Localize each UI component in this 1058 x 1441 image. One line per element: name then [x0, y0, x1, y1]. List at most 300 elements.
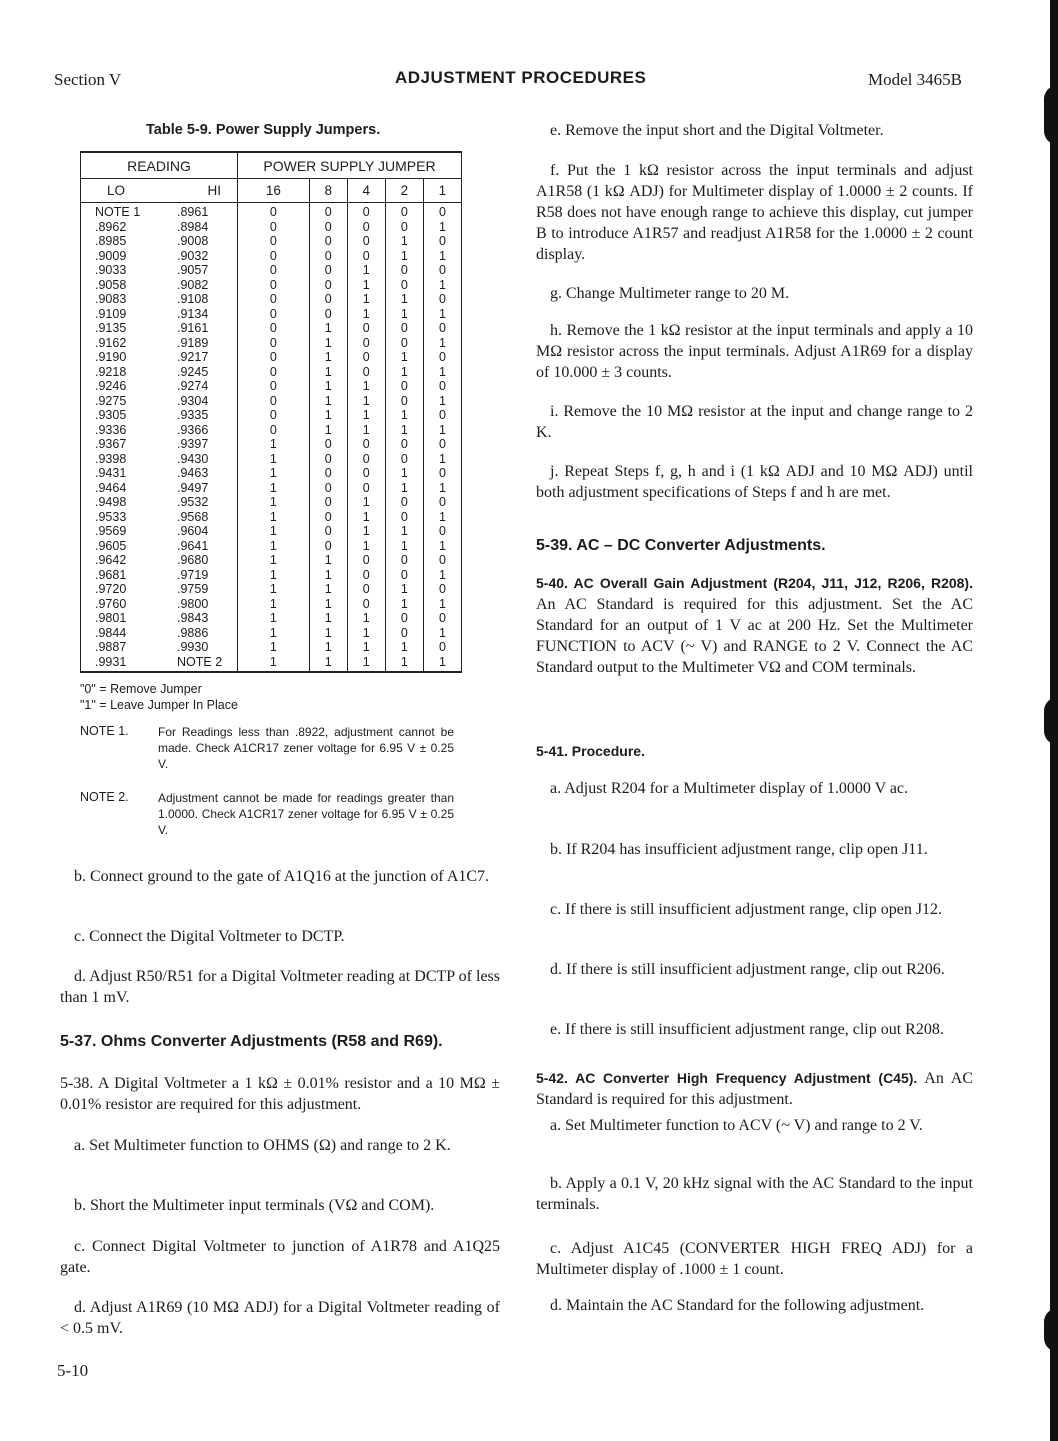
cell-lo: .9720 — [81, 582, 162, 597]
cell-jumper: 1 — [309, 640, 347, 655]
cell-jumper: 1 — [309, 655, 347, 673]
cell-jumper: 1 — [347, 524, 385, 539]
cell-jumper: 0 — [309, 234, 347, 249]
cell-jumper: 0 — [385, 321, 423, 336]
step-a-ohms: a. Set Multimeter function to OHMS (Ω) and range to 2 K. — [74, 1137, 451, 1154]
cell-jumper: 1 — [347, 611, 385, 626]
cell-lo: .8985 — [81, 234, 162, 249]
binder-tab — [1044, 697, 1058, 745]
cell-jumper: 1 — [385, 365, 423, 380]
cell-jumper: 1 — [385, 466, 423, 481]
cell-jumper: 0 — [238, 220, 310, 235]
cell-lo: NOTE 1 — [81, 203, 162, 220]
cell-lo: .9464 — [81, 481, 162, 496]
cell-jumper: 1 — [385, 539, 423, 554]
para-5-40-text: An AC Standard is required for this adjustment. Set the AC Standard for an output of 1 V ac at 200 Hz. Set the Multimeter FUNCTION to ACV (~ V) and RANGE to 2 V. Connect the AC Standard output to the Multimeter VΩ and COM terminals. — [536, 596, 973, 676]
col-header-2: 2 — [385, 179, 423, 203]
cell-jumper: 0 — [309, 292, 347, 307]
table-row — [81, 423, 462, 438]
note1-label: NOTE 1. — [80, 724, 129, 738]
table-row — [81, 597, 462, 612]
cell-jumper: 1 — [385, 350, 423, 365]
cell-jumper: 1 — [385, 234, 423, 249]
cell-jumper: 0 — [385, 452, 423, 467]
cell-hi: .9680 — [161, 553, 238, 568]
cell-hi: .9335 — [161, 408, 238, 423]
cell-hi: .9057 — [161, 263, 238, 278]
section-label: Section V — [54, 70, 122, 89]
cell-jumper: 0 — [309, 437, 347, 452]
cell-hi: .9304 — [161, 394, 238, 409]
cell-lo: .9190 — [81, 350, 162, 365]
step-a-r204: a. Adjust R204 for a Multimeter display of 1.0000 V ac. — [550, 780, 909, 797]
cell-jumper: 0 — [347, 452, 385, 467]
binder-tab — [1044, 85, 1058, 145]
table-row — [81, 408, 462, 423]
step-j-repeat: j. Repeat Steps f, g, h and i (1 kΩ ADJ and 10 MΩ ADJ) until both adjustment specifications of Steps f and h are met. — [536, 463, 973, 501]
cell-jumper: 1 — [423, 249, 461, 264]
legend-remove: "0" = Remove Jumper — [80, 682, 202, 696]
cell-jumper: 1 — [385, 292, 423, 307]
cell-hi: .9532 — [161, 495, 238, 510]
cell-jumper: 0 — [385, 626, 423, 641]
cell-jumper: 1 — [238, 582, 310, 597]
cell-jumper: 0 — [385, 437, 423, 452]
cell-jumper: 0 — [385, 611, 423, 626]
cell-jumper: 1 — [423, 423, 461, 438]
cell-jumper: 1 — [347, 655, 385, 673]
cell-lo: .9887 — [81, 640, 162, 655]
cell-hi: .9463 — [161, 466, 238, 481]
cell-jumper: 1 — [423, 539, 461, 554]
table-row — [81, 336, 462, 351]
cell-hi: .9759 — [161, 582, 238, 597]
table-row — [81, 307, 462, 322]
cell-lo: .9642 — [81, 553, 162, 568]
cell-jumper: 0 — [238, 379, 310, 394]
cell-jumper: 0 — [309, 220, 347, 235]
cell-jumper: 1 — [238, 452, 310, 467]
cell-jumper: 0 — [309, 249, 347, 264]
cell-jumper: 1 — [385, 524, 423, 539]
cell-jumper: 0 — [347, 553, 385, 568]
table-row — [81, 626, 462, 641]
table-row — [81, 452, 462, 467]
para-5-40 — [536, 573, 973, 678]
cell-lo: .9801 — [81, 611, 162, 626]
cell-jumper: 0 — [347, 597, 385, 612]
cell-jumper: 0 — [423, 408, 461, 423]
cell-hi: .9161 — [161, 321, 238, 336]
cell-jumper: 0 — [309, 278, 347, 293]
cell-jumper: 0 — [423, 582, 461, 597]
col-header-lo: LO — [81, 179, 162, 203]
cell-jumper: 1 — [385, 582, 423, 597]
cell-jumper: 1 — [385, 481, 423, 496]
cell-lo: .9162 — [81, 336, 162, 351]
table-row — [81, 481, 462, 496]
cell-jumper: 1 — [347, 263, 385, 278]
cell-jumper: 1 — [347, 495, 385, 510]
table-row — [81, 379, 462, 394]
cell-jumper: 1 — [347, 292, 385, 307]
cell-jumper: 0 — [347, 234, 385, 249]
para-5-42-text: An AC Standard is required for this adjustment. — [536, 1070, 973, 1108]
col-header-4: 4 — [347, 179, 385, 203]
cell-jumper: 0 — [238, 336, 310, 351]
cell-jumper: 0 — [423, 553, 461, 568]
cell-jumper: 0 — [238, 394, 310, 409]
cell-jumper: 0 — [385, 394, 423, 409]
cell-jumper: 0 — [423, 437, 461, 452]
cell-jumper: 0 — [385, 220, 423, 235]
cell-jumper: 0 — [347, 336, 385, 351]
cell-lo: .9009 — [81, 249, 162, 264]
cell-hi: .9274 — [161, 379, 238, 394]
table-row — [81, 553, 462, 568]
cell-hi: .9843 — [161, 611, 238, 626]
cell-jumper: 0 — [347, 321, 385, 336]
cell-jumper: 0 — [385, 553, 423, 568]
cell-hi: .9430 — [161, 452, 238, 467]
cell-hi: .9008 — [161, 234, 238, 249]
cell-jumper: 0 — [309, 263, 347, 278]
cell-jumper: 0 — [423, 495, 461, 510]
cell-jumper: 0 — [238, 321, 310, 336]
table-row — [81, 234, 462, 249]
step-b-apply: b. Apply a 0.1 V, 20 kHz signal with the AC Standard to the input terminals. — [536, 1175, 973, 1213]
cell-jumper: 1 — [238, 626, 310, 641]
cell-jumper: 0 — [423, 203, 461, 220]
cell-jumper: 1 — [238, 655, 310, 673]
cell-lo: .9135 — [81, 321, 162, 336]
cell-lo: .9760 — [81, 597, 162, 612]
table-title: Table 5-9. Power Supply Jumpers. — [146, 122, 381, 138]
cell-jumper: 0 — [347, 582, 385, 597]
cell-jumper: 0 — [423, 292, 461, 307]
cell-hi: .9189 — [161, 336, 238, 351]
cell-jumper: 1 — [238, 524, 310, 539]
cell-lo: .9844 — [81, 626, 162, 641]
cell-jumper: 0 — [385, 568, 423, 583]
legend-leave: "1" = Leave Jumper In Place — [80, 698, 238, 712]
cell-jumper: 0 — [238, 307, 310, 322]
cell-jumper: 0 — [385, 510, 423, 525]
cell-jumper: 0 — [238, 249, 310, 264]
cell-jumper: 0 — [385, 278, 423, 293]
cell-lo: .9109 — [81, 307, 162, 322]
heading-5-37: 5-37. Ohms Converter Adjustments (R58 and R69). — [60, 1033, 443, 1050]
cell-hi: .9397 — [161, 437, 238, 452]
cell-jumper: 0 — [347, 568, 385, 583]
cell-hi: .9568 — [161, 510, 238, 525]
cell-jumper: 1 — [347, 408, 385, 423]
cell-jumper: 1 — [385, 640, 423, 655]
cell-jumper: 1 — [309, 336, 347, 351]
table-row — [81, 524, 462, 539]
cell-jumper: 1 — [423, 220, 461, 235]
cell-jumper: 1 — [347, 379, 385, 394]
cell-lo: .9336 — [81, 423, 162, 438]
cell-hi: .8961 — [161, 203, 238, 220]
cell-jumper: 1 — [238, 539, 310, 554]
cell-jumper: 0 — [309, 466, 347, 481]
note1-text: For Readings less than .8922, adjustment cannot be made. Check A1CR17 zener voltage for 6.95 V ± 0.25 V. — [158, 725, 454, 771]
cell-hi: .9366 — [161, 423, 238, 438]
cell-jumper: 0 — [309, 452, 347, 467]
cell-jumper: 1 — [385, 597, 423, 612]
cell-lo: .9275 — [81, 394, 162, 409]
cell-hi: .9719 — [161, 568, 238, 583]
cell-lo: .9218 — [81, 365, 162, 380]
cell-jumper: 0 — [309, 495, 347, 510]
cell-jumper: 0 — [423, 640, 461, 655]
cell-jumper: 1 — [423, 307, 461, 322]
cell-hi: .9800 — [161, 597, 238, 612]
cell-jumper: 1 — [385, 249, 423, 264]
step-d-maintain: d. Maintain the AC Standard for the following adjustment. — [550, 1297, 925, 1314]
table-row — [81, 365, 462, 380]
cell-jumper: 0 — [238, 408, 310, 423]
step-b-j11: b. If R204 has insufficient adjustment range, clip open J11. — [550, 841, 928, 858]
cell-lo: .9083 — [81, 292, 162, 307]
binder-tab — [1044, 1308, 1058, 1352]
cell-jumper: 1 — [309, 394, 347, 409]
cell-jumper: 1 — [423, 510, 461, 525]
table-row — [81, 466, 462, 481]
heading-5-41: 5-41. Procedure. — [536, 743, 645, 759]
col-header-1: 1 — [423, 179, 461, 203]
cell-jumper: 1 — [309, 611, 347, 626]
cell-lo: .9033 — [81, 263, 162, 278]
heading-5-39: 5-39. AC – DC Converter Adjustments. — [536, 537, 826, 554]
para-5-42 — [536, 1068, 973, 1110]
cell-jumper: 0 — [347, 249, 385, 264]
cell-jumper: 1 — [309, 553, 347, 568]
cell-jumper: 1 — [423, 278, 461, 293]
cell-jumper: 1 — [423, 626, 461, 641]
cell-hi: .9108 — [161, 292, 238, 307]
cell-jumper: 0 — [309, 481, 347, 496]
heading-5-42: 5-42. AC Converter High Frequency Adjustment (C45). — [536, 1070, 918, 1086]
cell-jumper: 1 — [423, 568, 461, 583]
cell-jumper: 0 — [423, 350, 461, 365]
model-label: Model 3465B — [868, 70, 962, 89]
step-i-remove: i. Remove the 10 MΩ resistor at the input and change range to 2 K. — [536, 403, 973, 441]
cell-jumper: 0 — [347, 466, 385, 481]
cell-hi: NOTE 2 — [161, 655, 238, 673]
cell-jumper: 0 — [309, 203, 347, 220]
col-header-8: 8 — [309, 179, 347, 203]
cell-jumper: 1 — [309, 379, 347, 394]
cell-jumper: 1 — [423, 452, 461, 467]
cell-lo: .9367 — [81, 437, 162, 452]
cell-jumper: 1 — [423, 655, 461, 673]
cell-lo: .9398 — [81, 452, 162, 467]
cell-hi: .9930 — [161, 640, 238, 655]
page-number: 5-10 — [57, 1361, 89, 1380]
table-row — [81, 640, 462, 655]
cell-jumper: 1 — [385, 423, 423, 438]
cell-jumper: 1 — [347, 394, 385, 409]
cell-jumper: 0 — [238, 203, 310, 220]
cell-jumper: 1 — [238, 495, 310, 510]
cell-jumper: 1 — [238, 466, 310, 481]
cell-jumper: 1 — [238, 640, 310, 655]
cell-jumper: 0 — [309, 524, 347, 539]
cell-jumper: 0 — [238, 292, 310, 307]
cell-jumper: 0 — [423, 263, 461, 278]
cell-jumper: 1 — [238, 553, 310, 568]
cell-jumper: 1 — [347, 626, 385, 641]
jumper-group-header: POWER SUPPLY JUMPER — [238, 152, 462, 179]
cell-jumper: 0 — [385, 203, 423, 220]
power-supply-jumper-table — [80, 151, 462, 673]
col-header-16: 16 — [238, 179, 310, 203]
cell-lo: .9931 — [81, 655, 162, 673]
table-row — [81, 655, 462, 673]
step-a-acv: a. Set Multimeter function to ACV (~ V) and range to 2 V. — [550, 1117, 923, 1134]
step-b-short: b. Short the Multimeter input terminals (VΩ and COM). — [74, 1197, 435, 1214]
note2-text: Adjustment cannot be made for readings greater than 1.0000. Check A1CR17 zener voltage for 6.95 V ± 0.25 V. — [158, 791, 454, 837]
table-row — [81, 611, 462, 626]
cell-jumper: 1 — [423, 481, 461, 496]
cell-jumper: 1 — [423, 597, 461, 612]
cell-hi: .9245 — [161, 365, 238, 380]
cell-jumper: 0 — [347, 365, 385, 380]
reading-group-header: READING — [81, 152, 238, 179]
cell-jumper: 0 — [423, 524, 461, 539]
cell-lo: .9246 — [81, 379, 162, 394]
table-row — [81, 510, 462, 525]
para-5-38: 5-38. A Digital Voltmeter a 1 kΩ ± 0.01% resistor and a 10 MΩ ± 0.01% resistor are required for this adjustment. — [60, 1075, 500, 1113]
cell-jumper: 1 — [238, 611, 310, 626]
cell-jumper: 0 — [238, 350, 310, 365]
table-row — [81, 350, 462, 365]
cell-lo: .9605 — [81, 539, 162, 554]
cell-jumper: 1 — [309, 597, 347, 612]
cell-jumper: 0 — [423, 379, 461, 394]
cell-jumper: 1 — [309, 365, 347, 380]
col-header-hi: HI — [161, 179, 238, 203]
cell-jumper: 0 — [238, 278, 310, 293]
cell-jumper: 1 — [385, 655, 423, 673]
heading-5-40: 5-40. AC Overall Gain Adjustment (R204, J11, J12, R206, R208). — [536, 575, 973, 591]
cell-jumper: 1 — [238, 568, 310, 583]
step-d-r206: d. If there is still insufficient adjustment range, clip out R206. — [550, 961, 945, 978]
table-row — [81, 568, 462, 583]
cell-lo: .9681 — [81, 568, 162, 583]
cell-hi: .9604 — [161, 524, 238, 539]
step-d-r50: d. Adjust R50/R51 for a Digital Voltmeter reading at DCTP of less than 1 mV. — [60, 968, 500, 1006]
cell-jumper: 1 — [309, 582, 347, 597]
cell-lo: .9305 — [81, 408, 162, 423]
cell-jumper: 1 — [238, 510, 310, 525]
cell-jumper: 1 — [347, 423, 385, 438]
cell-jumper: 1 — [309, 568, 347, 583]
cell-jumper: 1 — [309, 408, 347, 423]
table-row — [81, 321, 462, 336]
table-row — [81, 203, 462, 220]
cell-jumper: 0 — [347, 220, 385, 235]
cell-jumper: 0 — [423, 321, 461, 336]
cell-hi: .9217 — [161, 350, 238, 365]
cell-hi: .9082 — [161, 278, 238, 293]
cell-jumper: 0 — [347, 350, 385, 365]
cell-jumper: 0 — [423, 234, 461, 249]
cell-hi: .8984 — [161, 220, 238, 235]
cell-lo: .9431 — [81, 466, 162, 481]
table-row — [81, 220, 462, 235]
cell-lo: .9569 — [81, 524, 162, 539]
cell-jumper: 1 — [347, 539, 385, 554]
cell-jumper: 1 — [347, 278, 385, 293]
cell-jumper: 0 — [385, 263, 423, 278]
cell-jumper: 1 — [423, 394, 461, 409]
cell-hi: .9134 — [161, 307, 238, 322]
step-c-connect: c. Connect Digital Voltmeter to junction of A1R78 and A1Q25 gate. — [60, 1238, 500, 1276]
cell-jumper: 1 — [238, 481, 310, 496]
table-row — [81, 278, 462, 293]
cell-jumper: 0 — [309, 539, 347, 554]
cell-jumper: 1 — [238, 597, 310, 612]
cell-hi: .9497 — [161, 481, 238, 496]
cell-jumper: 0 — [238, 263, 310, 278]
cell-jumper: 1 — [238, 437, 310, 452]
step-g-range: g. Change Multimeter range to 20 M. — [550, 285, 790, 302]
step-b-ground: b. Connect ground to the gate of A1Q16 at the junction of A1C7. — [74, 868, 490, 885]
step-f-r58: f. Put the 1 kΩ resistor across the input terminals and adjust A1R58 (1 kΩ ADJ) for Multimeter display of 1.0000 ± 2 counts. If R58 does not have enough range to achieve this display, cut jumper B to introduce A1R57 and readjust A1R58 for the 1.0000 ± 2 count display. — [536, 162, 973, 263]
cell-jumper: 0 — [238, 423, 310, 438]
cell-jumper: 1 — [385, 408, 423, 423]
table-row — [81, 495, 462, 510]
table-row — [81, 394, 462, 409]
table-row — [81, 539, 462, 554]
cell-lo: .9533 — [81, 510, 162, 525]
cell-jumper: 1 — [309, 423, 347, 438]
table-row — [81, 263, 462, 278]
step-h-10m: h. Remove the 1 kΩ resistor at the input terminals and apply a 10 MΩ resistor across the input terminals. Adjust A1R69 for a display of 10.000 ± 3 counts. — [536, 322, 973, 381]
table-row — [81, 249, 462, 264]
step-c-j12: c. If there is still insufficient adjustment range, clip open J12. — [550, 901, 943, 918]
cell-jumper: 0 — [309, 307, 347, 322]
cell-hi: .9886 — [161, 626, 238, 641]
cell-jumper: 0 — [423, 466, 461, 481]
cell-jumper: 0 — [309, 510, 347, 525]
table-body — [81, 203, 462, 673]
cell-lo: .8962 — [81, 220, 162, 235]
cell-jumper: 1 — [423, 365, 461, 380]
cell-jumper: 1 — [309, 321, 347, 336]
cell-jumper: 0 — [423, 611, 461, 626]
cell-jumper: 0 — [347, 437, 385, 452]
step-d-r69: d. Adjust A1R69 (10 MΩ ADJ) for a Digital Voltmeter reading of < 0.5 mV. — [60, 1299, 500, 1337]
step-c-dctp: c. Connect the Digital Voltmeter to DCTP. — [74, 928, 345, 945]
cell-jumper: 1 — [347, 307, 385, 322]
cell-lo: .9058 — [81, 278, 162, 293]
note2-label: NOTE 2. — [80, 790, 129, 804]
cell-jumper: 1 — [347, 640, 385, 655]
cell-jumper: 1 — [309, 626, 347, 641]
cell-jumper: 0 — [347, 203, 385, 220]
step-e-r208: e. If there is still insufficient adjustment range, clip out R208. — [550, 1021, 944, 1038]
cell-jumper: 0 — [385, 336, 423, 351]
cell-lo: .9498 — [81, 495, 162, 510]
page-title: ADJUSTMENT PROCEDURES — [395, 68, 647, 87]
cell-hi: .9641 — [161, 539, 238, 554]
cell-jumper: 0 — [385, 495, 423, 510]
cell-jumper: 0 — [385, 379, 423, 394]
